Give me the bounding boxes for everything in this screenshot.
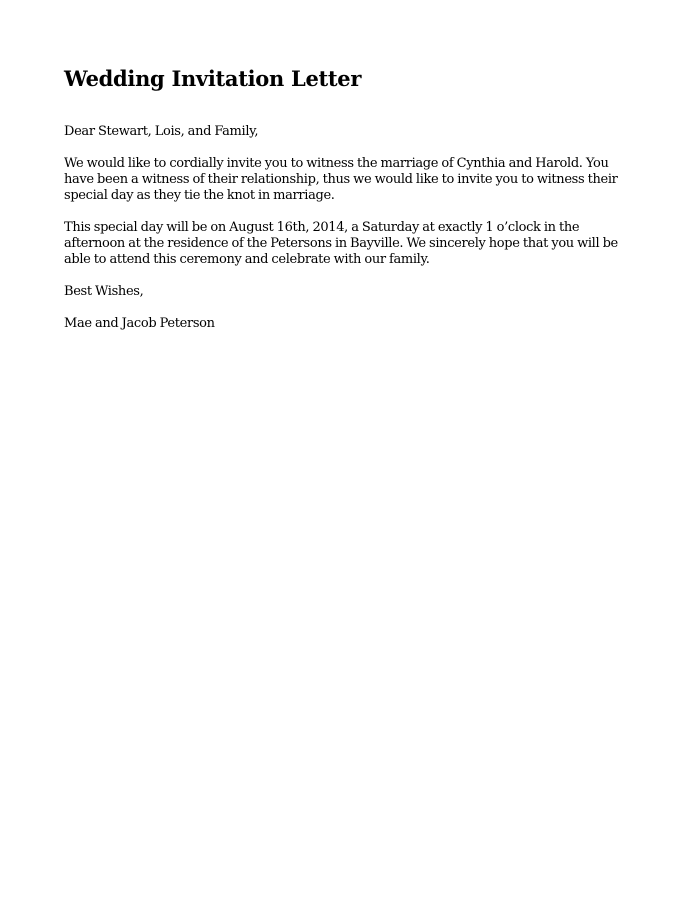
document-title: Wedding Invitation Letter [64,66,362,91]
letter-closing: Best Wishes, [64,284,144,299]
letter-greeting: Dear Stewart, Lois, and Family, [64,124,259,139]
letter-signature: Mae and Jacob Peterson [64,316,215,331]
letter-paragraph: This special day will be on August 16th, 2014, a Saturday at exactly 1 o’clock in the afternoon at the residence of the Petersons in Bayville. We sincerely hope that you will be able to attend this ceremony and celebrate with our family. [64,220,618,267]
letter-paragraph: We would like to cordially invite you to witness the marriage of Cynthia and Harold. You have been a witness of their relationship, thus we would like to invite you to witness their special day as they tie the knot in marriage. [64,156,618,203]
letter-body [64,64,636,332]
